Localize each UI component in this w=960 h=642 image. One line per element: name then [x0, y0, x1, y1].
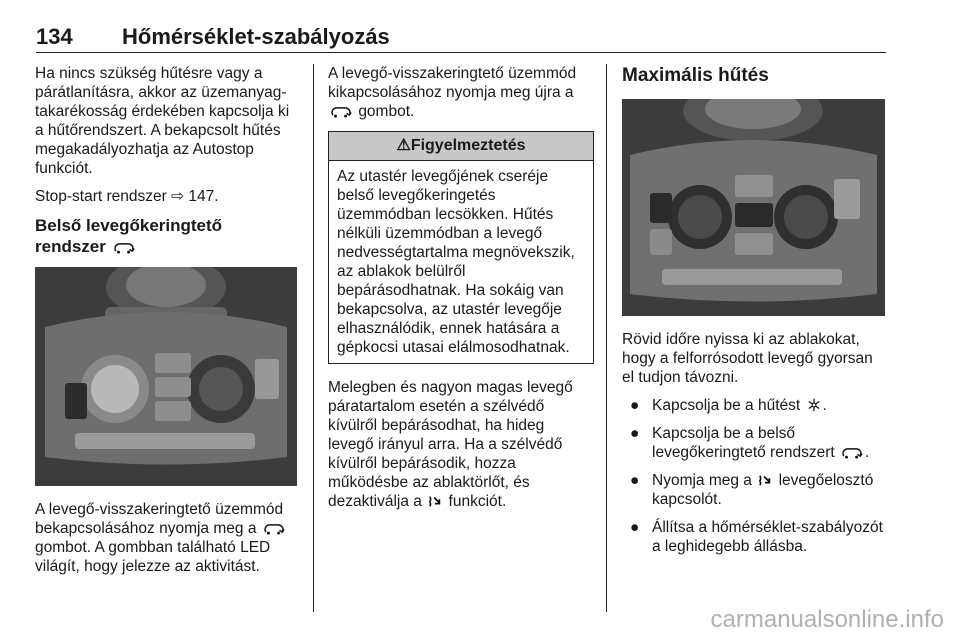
control-panel-photo-2 [622, 99, 885, 316]
page-header [36, 22, 886, 53]
stop-start-text: Stop-start rendszer [35, 188, 172, 205]
column-2 [328, 64, 594, 520]
list-item [622, 518, 887, 556]
humidity-part-b: funkciót. [448, 493, 507, 510]
bullet-icon: ● [630, 519, 640, 536]
paragraph-cooling-off: Ha nincs szükség hűtésre vagy a párátlanításra, akkor az üzemanyag-takarékosság érdekében kapcsolja ki a hűtőrendszert. A bekapcsolt hűtés megakadályozhatja az Autostop funkciót. [35, 65, 290, 177]
max-cooling-heading: Maximális hűtés [622, 65, 769, 86]
recirc-off-part-b: gombot. [358, 103, 415, 120]
bullet-icon: ● [630, 425, 640, 442]
recirculation-icon [330, 105, 352, 118]
recirculation-caption [35, 500, 297, 576]
defog-icon [428, 494, 442, 508]
humidity-part-a: Melegben és nagyon magas levegő páratartalom esetén a szélvédő kívülről bepárásodhat, ha hideg levegő irányul arra. Ha a szélvédő kívülről bepárásodik, hozza működésbe az ablaktörlőt, és dezaktiválja a [328, 379, 573, 510]
list-item [622, 424, 887, 462]
step-text: Nyomja meg a [652, 472, 752, 489]
bullet-icon: ● [630, 397, 640, 414]
recirc-off-part-a: A levegő-visszakeringtető üzemmód kikapcsolásához nyomja meg újra a [328, 65, 577, 101]
recirculation-icon [113, 241, 135, 254]
step-end: levegőelosztó kapcsolót. [652, 472, 874, 508]
step-text: Kapcsolja be a hűtést [652, 397, 801, 414]
column-divider-2 [606, 64, 607, 612]
watermark: carmanualsonline.info [710, 606, 944, 633]
list-item [622, 396, 887, 415]
warning-body: Az utastér levegőjének cseréje belső levegőkeringetés üzemmódban lecsökken. Hűtés nélküli üzemmódban a levegő nedvességtartalma megnövekszik, az ablakok belülről bepárásodhatnak. Ha sokáig van bekapcsolva, az utastér levegője elhasználódik, ennek hatására a gépkocsi utasai elálmosodhatnak. [337, 168, 575, 356]
stop-start-ref[interactable]: 147. [188, 188, 219, 205]
step-end: . [822, 397, 827, 414]
page-number: 134 [36, 24, 73, 49]
recirculation-heading [35, 215, 297, 257]
warning-triangle-icon: ⚠ [396, 137, 411, 154]
snowflake-icon [807, 398, 821, 412]
caption-part-a: A levegő-visszakeringtető üzemmód bekapcsolásához nyomja meg a [35, 501, 284, 537]
list-item [622, 471, 887, 509]
max-cooling-steps [622, 396, 887, 556]
page-ref-icon: ⇨ [171, 188, 185, 205]
recirculation-icon [263, 522, 285, 535]
step-text: Kapcsolja be a belső levegőkeringtető rendszert [652, 425, 835, 461]
paragraph-recirc-off [328, 64, 594, 121]
heading-line-2: rendszer [35, 237, 106, 256]
heading-line-1: Belső levegőkeringtető [35, 216, 223, 235]
column-1 [35, 64, 297, 585]
recirculation-icon [841, 446, 863, 459]
caption-part-b: gombot. A gombban található LED világít, hogy jelezze az aktivitást. [35, 539, 271, 575]
warning-title: Figyelmeztetés [410, 137, 526, 154]
paragraph-open-windows: Rövid időre nyissa ki az ablakokat, hogy a felforrósodott levegő gyorsan el tudjon távozni. [622, 331, 873, 386]
step-end: . [864, 444, 870, 461]
warning-header [329, 132, 593, 161]
paragraph-humidity [328, 378, 594, 511]
column-3 [622, 64, 887, 565]
paragraph-stop-start [35, 187, 297, 206]
defog-icon [758, 473, 772, 487]
bullet-icon: ● [630, 472, 640, 489]
control-panel-photo [35, 267, 297, 486]
warning-box [328, 131, 594, 364]
column-divider-1 [313, 64, 314, 612]
step-text: Állítsa a hőmérséklet-szabályozót a leghidegebb állásba. [652, 519, 883, 555]
page-title: Hőmérséklet-szabályozás [122, 24, 390, 49]
